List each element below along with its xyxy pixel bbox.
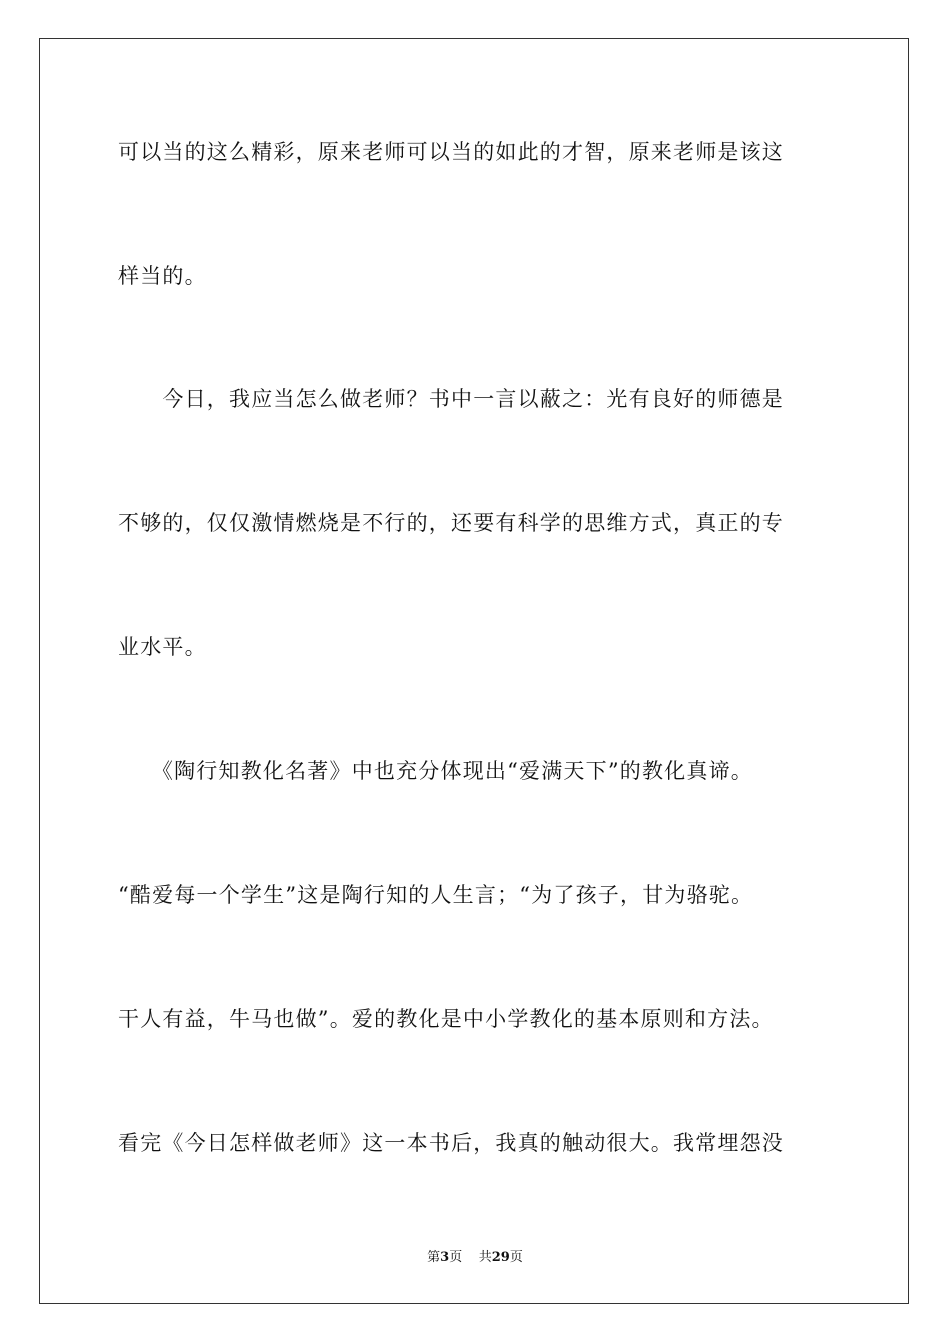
total-pages: 29 [491, 1250, 510, 1265]
total-prefix: 共 [478, 1250, 492, 1265]
total-suffix: 页 [509, 1250, 523, 1265]
page-suffix: 页 [449, 1250, 463, 1265]
text-line-6: 《陶行知教化名著》中也充分体现出“爱满天下”的教化真谛。 [118, 759, 753, 783]
text-line-1: 可以当的这么精彩，原来老师可以当的如此的才智，原来老师是该这 [118, 140, 784, 164]
text-line-5: 业水平。 [118, 635, 207, 659]
text-line-4: 不够的，仅仅激情燃烧是不行的，还要有科学的思维方式，真正的专 [118, 511, 784, 535]
text-line-9: 看完《今日怎样做老师》这一本书后，我真的触动很大。我常埋怨没 [118, 1131, 784, 1155]
text-line-7: “酷爱每一个学生”这是陶行知的人生言；“为了孩子，甘为骆驼。 [118, 883, 754, 907]
text-line-8: 干人有益，牛马也做”。爱的教化是中小学教化的基本原则和方法。 [118, 1007, 774, 1031]
page-border [39, 38, 909, 1304]
page-prefix: 第 [427, 1250, 441, 1265]
text-line-2: 样当的。 [118, 264, 207, 288]
page-number: 3 [440, 1250, 450, 1265]
text-line-3: 今日，我应当怎么做老师？书中一言以蔽之：光有良好的师德是 [118, 387, 784, 411]
page-footer [0, 1246, 950, 1265]
